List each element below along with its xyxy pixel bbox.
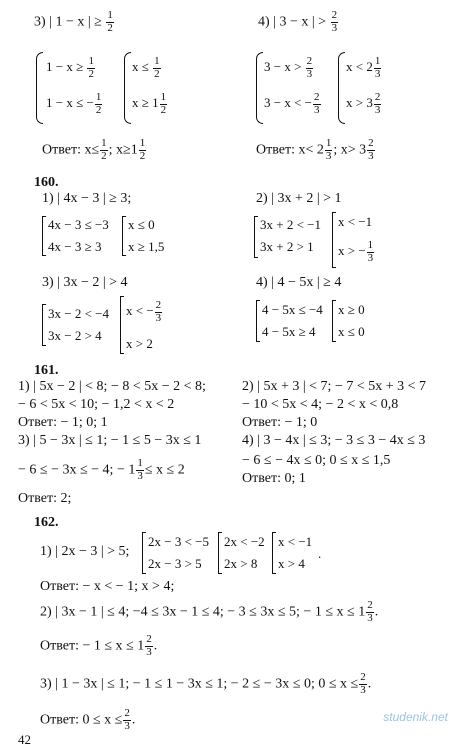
- bracket: [272, 532, 276, 574]
- task-161-2-line2: − 10 < 5x < 4; − 2 < x < 0,8: [242, 397, 399, 412]
- problem-number-161: 161.: [34, 363, 59, 378]
- brace: [124, 52, 131, 124]
- task-160-3-system: 3x − 2 < −4 3x − 2 > 4 x < − $\frac{2}{3}$ x > 2: [42, 296, 242, 356]
- task-161-4-line2: − 6 ≤ − 4x ≤ 0; 0 ≤ x ≤ 1,5: [242, 453, 391, 468]
- brace: [338, 52, 345, 124]
- bracket: [332, 212, 336, 268]
- task-160-3-header: 3) | 3x − 2 | > 4: [42, 275, 128, 290]
- bracket: [218, 532, 222, 574]
- task-161-2-line1: 2) | 5x + 3 | < 7; − 7 < 5x + 3 < 7: [242, 379, 427, 394]
- problem-number-160: 160.: [34, 175, 59, 190]
- brace: [36, 52, 43, 124]
- task-162-3-answer: Ответ: 0 ≤ x ≤ $\frac{2}{3}$ .: [40, 707, 136, 732]
- brace: [256, 52, 263, 124]
- bracket: [142, 532, 146, 574]
- task-160-1-header: 1) | 4x − 3 | ≥ 3;: [42, 191, 132, 206]
- bracket: [120, 296, 124, 354]
- bracket: [256, 300, 260, 342]
- problem-3-system: 1 − x ≥ $\frac{1}{2}$ 1 − x ≤ − $\frac{1}{2}$ x ≤ $\frac{1}{2}$ x ≥ 1 $\frac{1}{2}$: [36, 50, 256, 130]
- problem-number-162: 162.: [34, 515, 59, 530]
- task-161-4-answer: Ответ: 0; 1: [242, 471, 306, 486]
- bracket: [332, 300, 336, 342]
- task-161-1-line2: − 6 < 5x < 10; − 1,2 < x < 2: [18, 397, 175, 412]
- task-160-2-header: 2) | 3x + 2 | > 1: [256, 191, 342, 206]
- bracket: [42, 304, 46, 346]
- bracket: [254, 216, 258, 258]
- task-161-4-line1: 4) | 3 − 4x | ≤ 3; − 3 ≤ 3 − 4x ≤ 3: [242, 433, 426, 448]
- bracket: [42, 216, 46, 256]
- task-162-2-answer: Ответ: − 1 ≤ x ≤ 1 $\frac{2}{3}$ .: [40, 633, 158, 658]
- problem-3-answer: Ответ: x≤ $\frac{1}{2}$ ; x≥1 $\frac{1}{2}$: [42, 137, 146, 162]
- task-161-2-answer: Ответ: − 1; 0: [242, 415, 318, 430]
- problem-3-header: 3) | 1 − x | ≥ $\frac{1}{2}$: [34, 9, 113, 34]
- page-number: 42: [18, 732, 31, 747]
- task-160-1-system: 4x − 3 ≤ −3 4x − 3 ≥ 3 x ≤ 0 x ≥ 1,5: [42, 214, 242, 264]
- task-161-3-answer: Ответ: 2;: [18, 491, 72, 506]
- bracket: [122, 216, 126, 256]
- fraction: $\frac{1}{2}$: [107, 9, 113, 34]
- task-160-2-system: 3x + 2 < −1 3x + 2 > 1 x < −1 x > − $\frac{1}{3}$: [254, 212, 464, 272]
- fraction: $\frac{2}{3}$: [331, 9, 338, 34]
- task-161-1-answer: Ответ: − 1; 0; 1: [18, 415, 108, 430]
- task-161-3-line1: 3) | 5 − 3x | ≤ 1; − 1 ≤ 5 − 3x ≤ 1: [18, 433, 202, 448]
- task-160-4-system: 4 − 5x ≤ −4 4 − 5x ≥ 4 x ≥ 0 x ≤ 0: [256, 298, 456, 348]
- task-162-1-system: 2x − 3 < −5 2x − 3 > 5 2x < −2 2x > 8 x < −1 x > 4 .: [142, 530, 342, 580]
- task-162-3-line: 3) | 1 − 3x | ≤ 1; − 1 ≤ 1 − 3x ≤ 1; − 2 ≤ − 3x ≤ 0; 0 ≤ x ≤ $\frac{2}{3}$ .: [40, 671, 372, 696]
- task-162-2-line: 2) | 3x − 1 | ≤ 4; −4 ≤ 3x − 1 ≤ 4; − 3 ≤ 3x ≤ 5; − 1 ≤ x ≤ 1 $\frac{2}{3}$ .: [40, 599, 379, 624]
- task-161-3-line2: − 6 ≤ − 3x ≤ − 4; − 1 $\frac{1}{3}$ ≤ x ≤ 2: [18, 457, 185, 482]
- task-161-1-line1: 1) | 5x − 2 | < 8; − 8 < 5x − 2 < 8;: [18, 379, 206, 394]
- task-160-4-header: 4) | 4 − 5x | ≥ 4: [256, 275, 342, 290]
- watermark-logo: studenik.net: [383, 710, 448, 724]
- problem-4-answer: Ответ: x< 2 $\frac{1}{3}$ ; x> 3 $\frac{2}{3}$: [256, 137, 374, 162]
- task-162-1-answer: Ответ: − x < − 1; x > 4;: [40, 579, 175, 594]
- problem-4-header: 4) | 3 − x | > $\frac{2}{3}$: [258, 9, 338, 34]
- task-162-1-header: 1) | 2x − 3 | > 5;: [40, 544, 130, 559]
- problem-4-system: 3 − x > $\frac{2}{3}$ 3 − x < − $\frac{2}{3}$ x < 2 $\frac{1}{3}$ x > 3 $\frac{2}{3}$: [256, 50, 476, 130]
